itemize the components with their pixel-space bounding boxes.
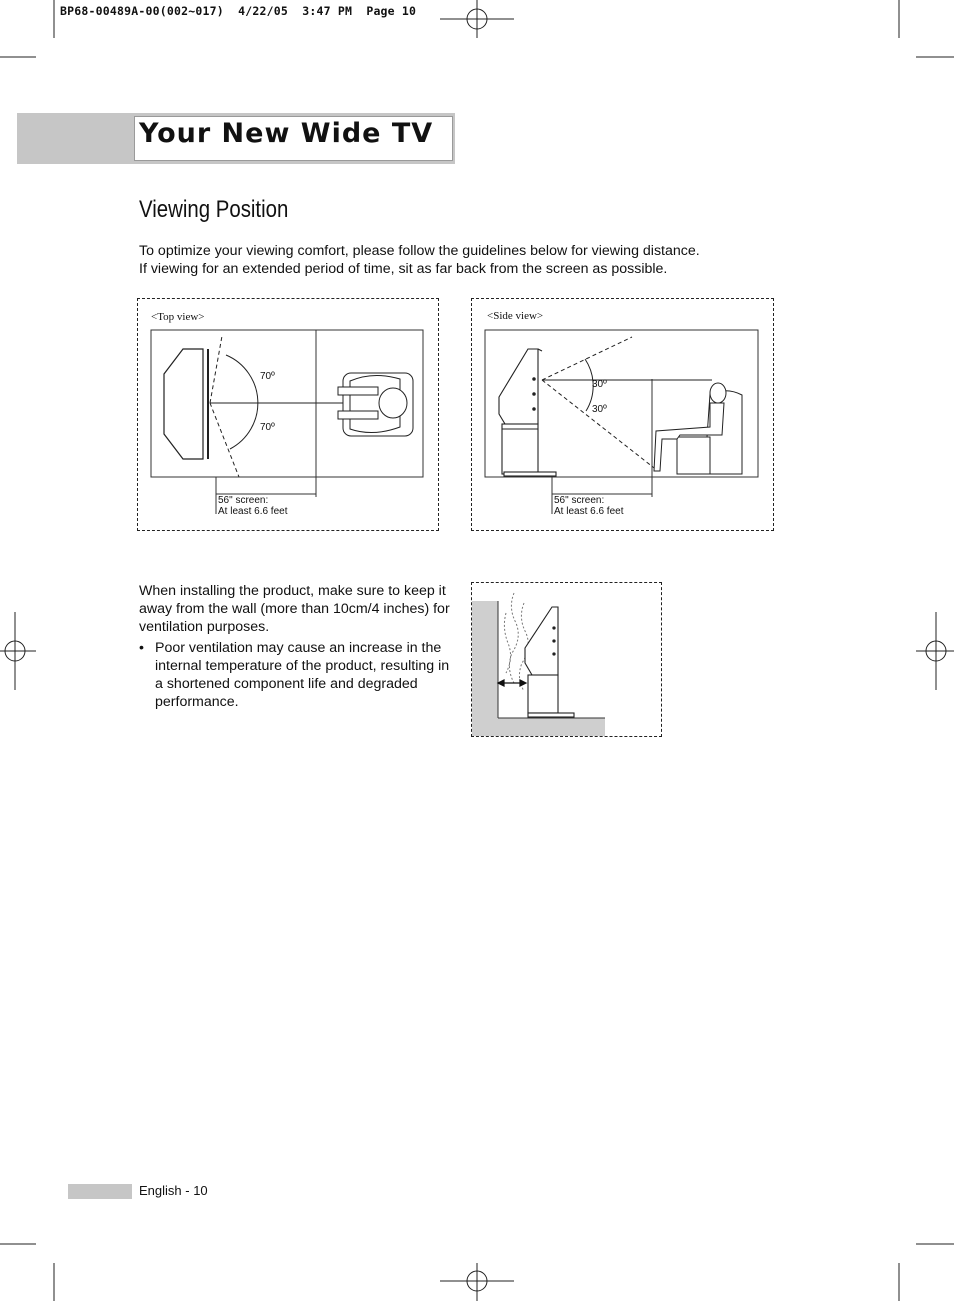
page-footer: English - 10 (139, 1183, 208, 1198)
side-view-distance-label (554, 495, 624, 517)
top-view-distance-line-2: At least 6.6 feet (218, 506, 288, 517)
side-view-caption: <Side view> (487, 310, 544, 322)
registration-mark-right (916, 612, 954, 690)
top-view-angle-upper: 70º (260, 371, 275, 382)
side-view-figure (471, 298, 774, 531)
installation-bullet-text: Poor ventilation may cause an increase in the internal temperature of the product, resulting in a shortened component life and degraded performance. (155, 639, 450, 711)
wall-clearance-figure (471, 582, 662, 737)
chapter-title: Your New Wide TV (139, 118, 434, 149)
intro-text (139, 242, 700, 278)
intro-line-2: If viewing for an extended period of time, sit as far back from the screen as possible. (139, 261, 668, 277)
footer-bar (68, 1184, 132, 1199)
top-view-figure (137, 298, 439, 531)
intro-line-1: To optimize your viewing comfort, please follow the guidelines below for viewing distance. (139, 243, 700, 259)
registration-mark-left (0, 612, 36, 690)
installation-paragraph: When installing the product, make sure to keep it away from the wall (more than 10cm/4 inches) for ventilation purposes. (139, 583, 450, 636)
side-view-distance-line-2: At least 6.6 feet (554, 506, 624, 517)
top-view-illustration (138, 299, 438, 530)
side-view-angle-lower: 30º (592, 404, 607, 415)
side-view-angle-upper: 30º (592, 379, 607, 390)
wall-clearance-illustration (472, 583, 661, 736)
installation-text (139, 582, 459, 711)
top-view-angle-lower: 70º (260, 422, 275, 433)
print-header: BP68-00489A-00(002~017) 4/22/05 3:47 PM Page 10 (60, 4, 417, 18)
top-view-distance-label (218, 495, 288, 517)
registration-mark-bottom (440, 1263, 514, 1301)
top-view-caption: <Top view> (151, 311, 205, 323)
installation-bullet (139, 639, 459, 712)
registration-mark-top (440, 0, 514, 38)
bullet-symbol: • (139, 639, 144, 656)
side-view-distance-line-1: 56" screen: (554, 495, 605, 506)
section-title: Viewing Position (139, 196, 289, 223)
top-view-distance-line-1: 56" screen: (218, 495, 269, 506)
